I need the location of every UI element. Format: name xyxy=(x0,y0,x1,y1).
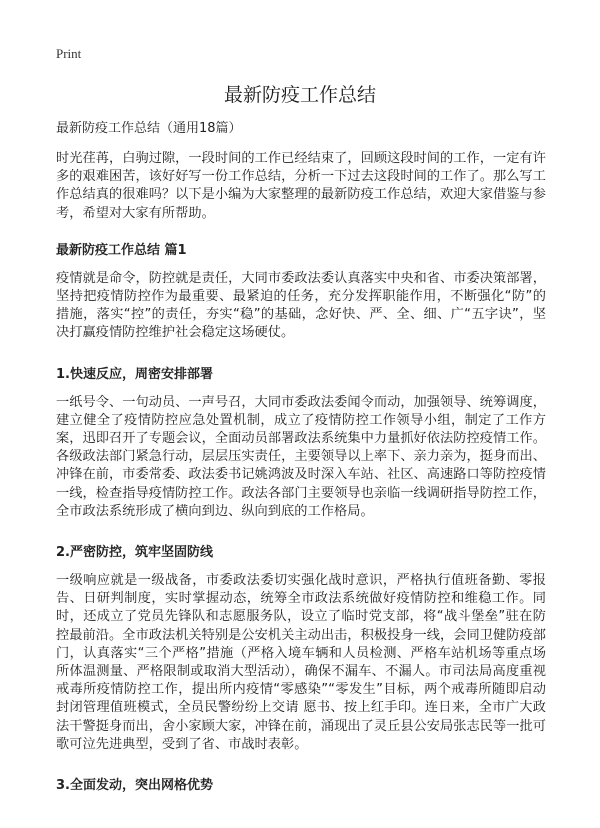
article-heading: 最新防疫工作总结 篇1 xyxy=(56,242,187,258)
page-title: 最新防疫工作总结 xyxy=(223,84,376,106)
section-heading-3: 3.全面发动，突出网格优势 xyxy=(56,778,213,794)
section-body-1: 一纸号令、一句动员、一声号召，大同市委政法委闻令而动，加强领导、统筹调度，建立健全了疫情防控应急处置机制，成立了疫情防控工作领导小组，制定了工作方案，迅即召开了专题会议，全面动员部署政法系统集中力量抓好依法防控疫情工作。各级政法部门紧急行动，层层压实责任，主要领导以上率下、亲力亲为，挺身而出、冲锋在前，市委常委、政法委书记姚鸿波及时深入车站、社区、高速路口等防控疫情一线，检查指导疫情防控工作。政法各部门主要领导也亲临一线调研指导防控工作，全市政法系统形成了横向到边、纵向到底的工作格局。 xyxy=(56,394,546,519)
section-heading-2: 2.严密防控，筑牢坚固防线 xyxy=(56,545,213,561)
section-heading-1: 1.快速反应，周密安排部署 xyxy=(56,366,213,382)
document-content xyxy=(56,120,546,805)
document-subtitle: 最新防疫工作总结（通用18篇） xyxy=(56,121,242,136)
section-body-2: 一级响应就是一级战备，市委政法委切实强化战时意识，严格执行值班备勤、零报告、日研判制度，实时掌握动态，统筹全市政法系统做好疫情防控和维稳工作。同时，还成立了党员先锋队和志愿服务队，设立了临时党支部，将“战斗堡垒”驻在防控最前沿。全市政法机关特别是公安机关主动出击，积极投身一线，会同卫健防疫部门，认真落实“三个严格”措施（严格入境车辆和人员检测、严格车站机场等重点场所体温测量、严格限制或取消大型活动），确保不漏车、不漏人。市司法局高度重视戒毒所疫情防控工作，提出所内疫情“零感染”“零发生”目标，两个戒毒所随即启动封闭管理值班模式，全员民警纷纷上交请 愿书、按上红手印。连日来，全市广大政法干警挺身而出，舍小家顾大家，冲锋在前，涌现出了灵丘县公安局张志民等一批可歌可泣先进典型，受到了省、市战时表彰。 xyxy=(56,573,546,752)
print-link[interactable]: Print xyxy=(56,46,82,61)
article-intro-paragraph: 疫情就是命令，防控就是责任，大同市委政法委认真落实中央和省、市委决策部署，坚持把疫情防控作为最重要、最紧迫的任务，充分发挥职能作用，不断强化“防”的措施，落实“控”的责任，夯实“稳”的基础，念好快、严、全、细、广“五字诀”，坚决打赢疫情防控维护社会稳定这场硬仗。 xyxy=(56,270,546,341)
intro-paragraph: 时光荏苒，白驹过隙，一段时间的工作已经结束了，回顾这段时间的工作，一定有许多的艰难困苦，该好好写一份工作总结，分析一下过去这段时间的工作了。那么写工作总结真的很难吗？以下是小编为大家整理的最新防疫工作总结，欢迎大家借鉴与参考，希望对大家有所帮助。 xyxy=(56,151,546,221)
